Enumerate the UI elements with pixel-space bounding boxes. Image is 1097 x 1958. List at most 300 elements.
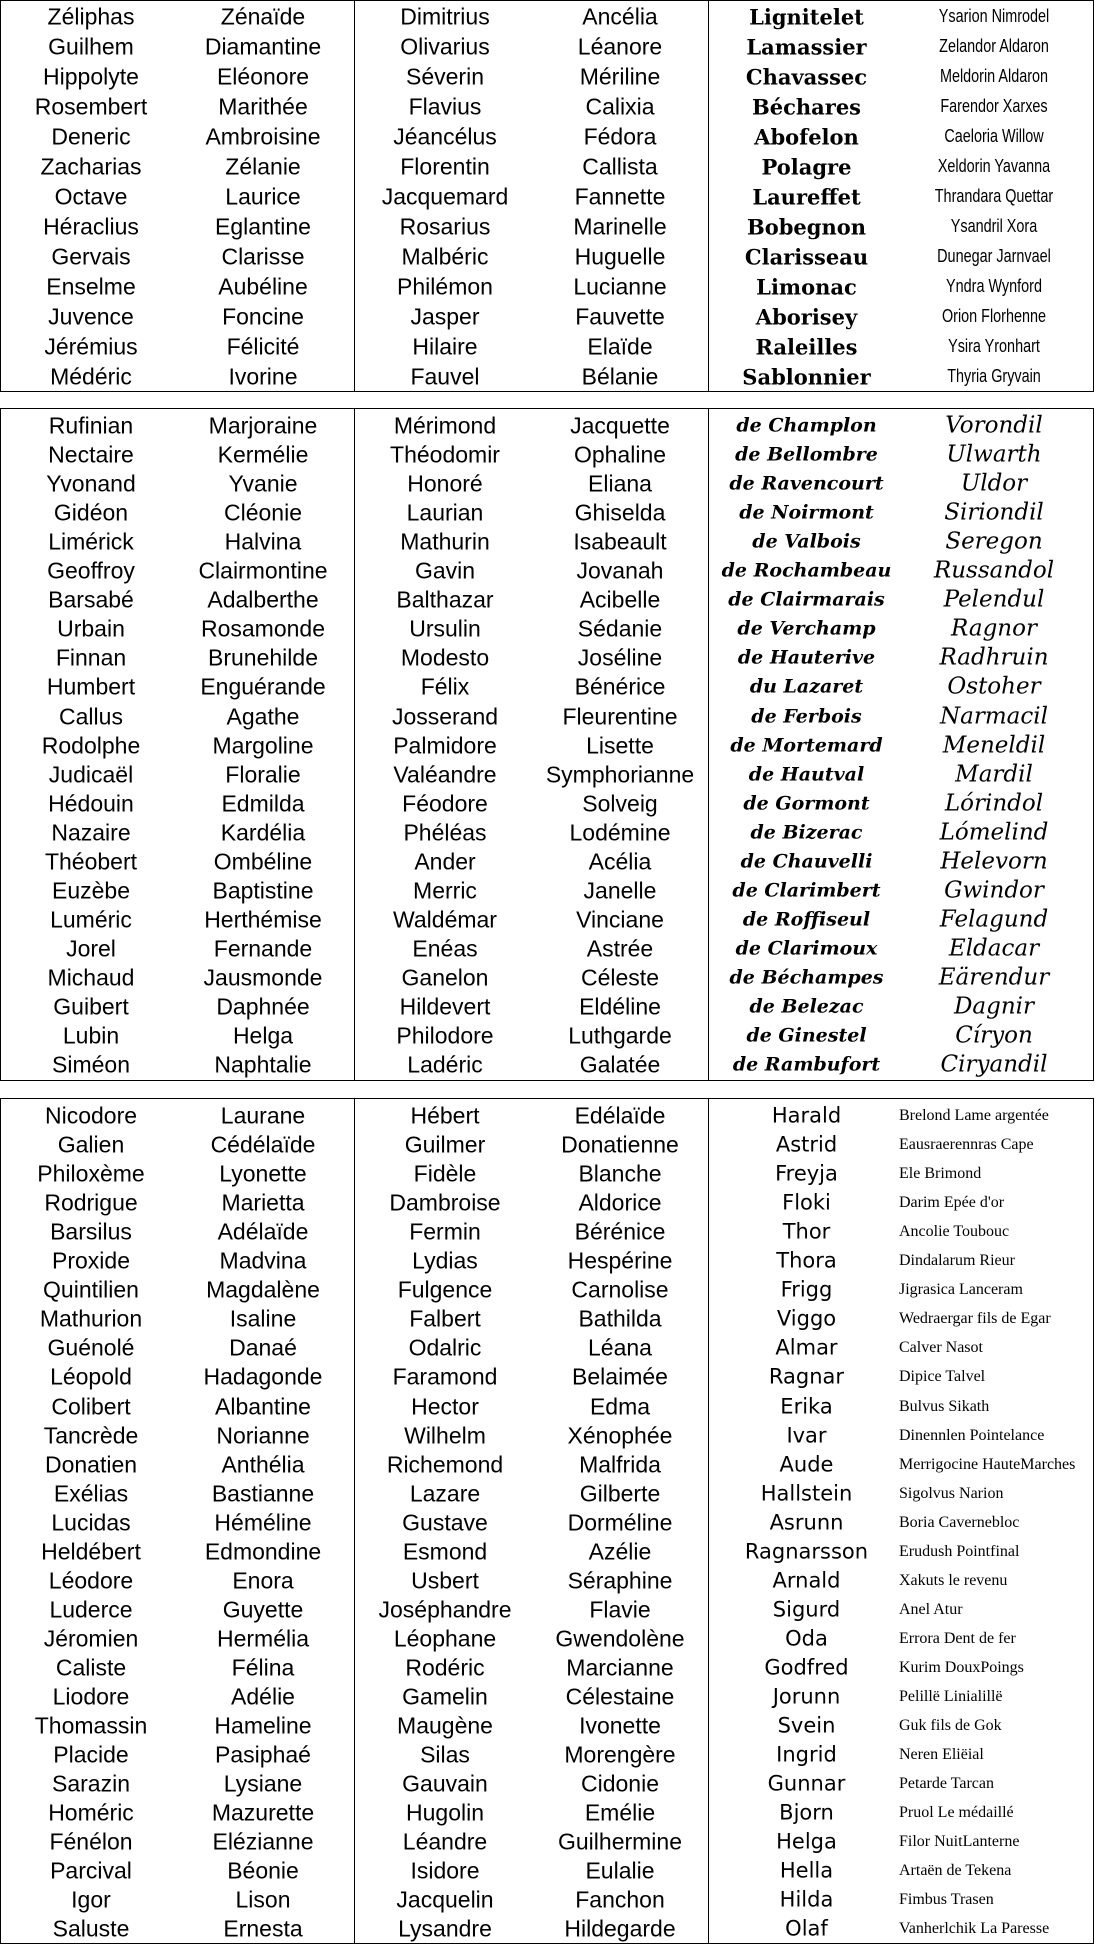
name-cell: Norianne xyxy=(216,1421,310,1448)
name-cell: Círyon xyxy=(955,1022,1033,1049)
name-cell: Lignitelet xyxy=(749,4,864,30)
name-cell: Odalric xyxy=(408,1334,482,1361)
name-cell: Bénérice xyxy=(574,673,666,700)
name-cell: Proxide xyxy=(52,1247,130,1274)
name-cell: Mardil xyxy=(955,760,1033,787)
name-cell: Seregon xyxy=(945,528,1043,555)
name-cell: Laureffet xyxy=(752,184,861,210)
name-cell: Jausmonde xyxy=(203,964,323,991)
name-cell: Oda xyxy=(785,1626,828,1651)
name-cell: Ladéric xyxy=(407,1051,483,1078)
name-cell: Galatée xyxy=(579,1051,661,1078)
name-cell: Igor xyxy=(71,1886,111,1913)
name-cell: Silas xyxy=(420,1741,470,1768)
name-cell: Ivonette xyxy=(579,1712,661,1739)
name-cell: Gwindor xyxy=(944,877,1044,904)
surnames-column xyxy=(719,409,894,1080)
name-cell: Merric xyxy=(413,877,477,904)
name-cell: Mérimond xyxy=(393,412,497,439)
name-cell: Helga xyxy=(232,1022,294,1049)
name-cell: Chavassec xyxy=(745,64,868,90)
name-cell: Arnald xyxy=(772,1568,841,1593)
name-cell: Elaïde xyxy=(587,333,653,360)
name-cell: Zacharias xyxy=(40,153,142,180)
name-cell: Rufinian xyxy=(48,412,134,439)
column-group-3 xyxy=(708,1,1096,391)
name-cell: Huguelle xyxy=(574,243,666,270)
name-cell: Polagre xyxy=(761,154,852,180)
name-cell: Zéliphas xyxy=(47,3,135,30)
name-cell: Enselme xyxy=(46,273,136,300)
name-cell: Wilhelm xyxy=(404,1421,486,1448)
name-cell: Madvina xyxy=(219,1247,307,1274)
name-cell: Azélie xyxy=(588,1538,652,1565)
name-cell: Jacquette xyxy=(570,412,670,439)
name-cell: Hameline xyxy=(214,1712,312,1739)
name-cell: Jacquelin xyxy=(396,1886,494,1913)
name-cell: du Lazaret xyxy=(749,675,864,698)
name-cell: Edélaïde xyxy=(574,1102,666,1129)
name-cell: Svein xyxy=(777,1713,836,1738)
name-cell: Fimbus Trasen xyxy=(899,1891,994,1909)
name-cell: Eldacar xyxy=(948,935,1040,962)
name-cell: Humbert xyxy=(46,673,136,700)
name-cell: Asrunn xyxy=(769,1510,844,1535)
name-cell: Joséline xyxy=(577,644,663,671)
name-cell: Balthazar xyxy=(396,586,494,613)
name-cell: Jorunn xyxy=(772,1684,841,1709)
name-cell: Helga xyxy=(776,1829,837,1854)
name-cell: Guibert xyxy=(53,993,129,1020)
name-cell: Meneldil xyxy=(942,731,1046,758)
column-group-2 xyxy=(354,409,709,1080)
name-cell: Zelandor Aldaron xyxy=(939,36,1049,57)
names-table-middle xyxy=(0,408,1094,1081)
name-cell: Dindalarum Rieur xyxy=(899,1252,1015,1270)
name-cell: Cidonie xyxy=(581,1770,659,1797)
name-cell: Félina xyxy=(231,1654,295,1681)
name-cell: de Hauterive xyxy=(737,646,876,669)
name-cell: Solveig xyxy=(582,789,658,816)
name-cell: Lison xyxy=(235,1886,291,1913)
name-cell: Callus xyxy=(59,702,123,729)
name-cell: Nectaire xyxy=(48,441,134,468)
column-group-1 xyxy=(1,1099,354,1943)
column-group-1 xyxy=(1,1,354,391)
name-cell: Lydias xyxy=(412,1247,478,1274)
surnames-column xyxy=(719,1,894,391)
name-cell: Léophane xyxy=(393,1625,497,1652)
name-cell: Olaf xyxy=(785,1916,828,1941)
name-cell: Ghiselda xyxy=(574,499,666,526)
name-cell: Jorel xyxy=(66,935,116,962)
name-cell: Bobegnon xyxy=(746,214,867,240)
column-group-3 xyxy=(708,1099,1096,1943)
name-cell: Rosarius xyxy=(399,213,491,240)
name-cell: Rodéric xyxy=(405,1654,485,1681)
name-cell: Malfrida xyxy=(579,1450,661,1477)
name-cell: Hadagonde xyxy=(203,1363,323,1390)
name-cell: Marjoraine xyxy=(208,412,318,439)
name-cell: Brunehilde xyxy=(208,644,318,671)
name-cell: de Bellombre xyxy=(735,443,878,466)
name-cell: Philodore xyxy=(396,1022,494,1049)
name-cell: Symphorianne xyxy=(545,760,695,787)
name-cell: Edmilda xyxy=(221,789,305,816)
name-cell: Colibert xyxy=(51,1392,131,1419)
name-cell: Ulwarth xyxy=(946,441,1042,468)
name-cell: Almar xyxy=(775,1335,838,1360)
name-cell: Cédélaïde xyxy=(210,1131,316,1158)
name-cell: Caeloria Willow xyxy=(944,126,1044,147)
name-cell: Dorméline xyxy=(567,1509,673,1536)
name-cell: Béonie xyxy=(227,1857,299,1884)
name-cell: Abofelon xyxy=(754,124,859,150)
name-cell: Guénolé xyxy=(47,1334,135,1361)
name-cell: Lómelind xyxy=(939,819,1049,846)
name-cell: Médéric xyxy=(50,363,132,390)
surnames-column xyxy=(719,1099,894,1943)
name-cell: Harald xyxy=(771,1103,842,1128)
name-cell: Ele Brimond xyxy=(899,1165,982,1183)
name-cell: Meldorin Aldaron xyxy=(939,66,1049,87)
name-cell: Bérénice xyxy=(574,1218,666,1245)
name-cell: Caliste xyxy=(55,1654,127,1681)
name-cell: Fauvette xyxy=(575,303,665,330)
name-cell: Helevorn xyxy=(940,848,1048,875)
name-cell: Vinciane xyxy=(576,906,664,933)
name-cell: Freyja xyxy=(775,1161,838,1186)
name-cell: Dimitrius xyxy=(400,3,490,30)
name-cell: Céleste xyxy=(581,964,659,991)
name-cell: Eglantine xyxy=(215,213,311,240)
name-cell: Léodore xyxy=(48,1567,134,1594)
name-cell: Gauvain xyxy=(402,1770,488,1797)
name-cell: Guilmer xyxy=(404,1131,486,1158)
name-cell: Darim Epée d'or xyxy=(899,1194,1005,1212)
name-cell: Valéandre xyxy=(393,760,497,787)
male-names-column-b xyxy=(365,1,525,391)
name-cell: Russandol xyxy=(933,557,1055,584)
name-cell: Fédora xyxy=(583,123,657,150)
name-cell: Zénaïde xyxy=(220,3,306,30)
name-cell: Edmondine xyxy=(204,1538,322,1565)
female-names-column-a xyxy=(183,409,343,1080)
name-cell: Mériline xyxy=(579,63,661,90)
name-cell: Gunnar xyxy=(767,1771,846,1796)
name-cell: Olivarius xyxy=(400,33,490,60)
name-cell: Limonac xyxy=(756,274,857,300)
name-cell: Lucidas xyxy=(51,1509,131,1536)
name-cell: de Chauvelli xyxy=(740,850,873,873)
name-cell: Naphtalie xyxy=(214,1051,312,1078)
name-cell: Fénélon xyxy=(49,1828,133,1855)
name-cell: Acélia xyxy=(588,848,652,875)
name-cell: Ostoher xyxy=(947,673,1041,700)
name-cell: Lodémine xyxy=(569,819,671,846)
name-cell: Jovanah xyxy=(576,557,664,584)
name-cell: Geoffroy xyxy=(47,557,135,584)
name-cell: Galien xyxy=(57,1131,125,1158)
name-cell: Limérick xyxy=(48,528,134,555)
name-cell: Donatien xyxy=(44,1450,138,1477)
name-cell: Thora xyxy=(776,1248,837,1273)
name-cell: Philémon xyxy=(397,273,493,300)
name-cell: Hector xyxy=(411,1392,479,1419)
name-cell: Ysarion Nimrodel xyxy=(938,6,1050,27)
name-cell: Ragnor xyxy=(951,615,1037,642)
name-cell: Phéléas xyxy=(403,819,487,846)
name-cell: Dunegar Jarnvael xyxy=(937,246,1051,267)
name-cell: de Clairmarais xyxy=(728,588,885,611)
name-cell: Vanherlchik La Paresse xyxy=(899,1920,1050,1938)
name-cell: Anel Atur xyxy=(899,1601,963,1619)
name-cell: Mathurion xyxy=(39,1305,143,1332)
name-cell: Dambroise xyxy=(389,1189,501,1216)
name-cell: de Champlon xyxy=(736,414,877,437)
name-cell: Laurane xyxy=(220,1102,306,1129)
name-cell: Kardélia xyxy=(220,819,306,846)
name-cell: Héméline xyxy=(214,1509,312,1536)
name-cell: Parcival xyxy=(50,1857,132,1884)
name-cell: Bjorn xyxy=(779,1800,834,1825)
name-cell: Michaud xyxy=(47,964,135,991)
female-names-column-b xyxy=(540,409,700,1080)
name-cell: Rodrigue xyxy=(44,1189,138,1216)
name-cell: Héraclius xyxy=(43,213,139,240)
name-cell: de Gormont xyxy=(743,792,870,815)
name-cell: Ganelon xyxy=(401,964,489,991)
name-cell: Orion Florhenne xyxy=(941,306,1047,327)
name-cell: Hallstein xyxy=(760,1481,853,1506)
name-cell: Falbert xyxy=(409,1305,481,1332)
female-names-column-b xyxy=(540,1,700,391)
name-cell: Edma xyxy=(589,1392,651,1419)
name-cell: Fanchon xyxy=(575,1886,665,1913)
name-cell: Morengère xyxy=(564,1741,676,1768)
name-cell: Flavius xyxy=(408,93,482,120)
name-cell: Eliana xyxy=(588,470,652,497)
name-cell: Lisette xyxy=(586,731,654,758)
name-cell: de Mortemard xyxy=(730,734,883,757)
name-cell: Barsilus xyxy=(50,1218,132,1245)
name-cell: Kermélie xyxy=(217,441,309,468)
name-cell: Magdalène xyxy=(206,1276,320,1303)
name-cell: Esmond xyxy=(402,1538,488,1565)
name-cell: Urbain xyxy=(57,615,125,642)
name-cell: Xénophée xyxy=(567,1421,673,1448)
name-cell: Saluste xyxy=(52,1915,130,1942)
name-cell: Fernande xyxy=(213,935,313,962)
name-cell: Fermin xyxy=(409,1218,481,1245)
name-cell: Lucianne xyxy=(573,273,667,300)
name-cell: Hespérine xyxy=(567,1247,673,1274)
name-cell: Philoxème xyxy=(37,1160,145,1187)
name-cell: Théodomir xyxy=(390,441,500,468)
name-cell: Hippolyte xyxy=(43,63,139,90)
name-cell: Léana xyxy=(588,1334,652,1361)
name-cell: Exélias xyxy=(53,1479,129,1506)
name-cell: Hella xyxy=(779,1858,834,1883)
name-cell: Lamassier xyxy=(746,34,867,60)
name-cell: Célestaine xyxy=(565,1683,675,1710)
name-cell: Ysira Yronhart xyxy=(948,336,1040,357)
name-cell: Foncine xyxy=(222,303,304,330)
name-cell: Guyette xyxy=(222,1596,304,1623)
name-cell: Waldémar xyxy=(393,906,497,933)
name-cell: Béchares xyxy=(751,94,862,120)
name-cell: Ancolie Toubouc xyxy=(899,1223,1010,1241)
name-cell: Ragnarsson xyxy=(744,1539,869,1564)
name-cell: Ragnar xyxy=(768,1364,845,1389)
name-cell: Mathurin xyxy=(400,528,490,555)
name-cell: Enora xyxy=(232,1567,294,1594)
name-cell: Gidéon xyxy=(53,499,129,526)
name-cell: Daphnée xyxy=(216,993,310,1020)
name-cell: Joséphandre xyxy=(378,1596,512,1623)
name-cell: Rosembert xyxy=(34,93,148,120)
name-cell: Adélie xyxy=(231,1683,295,1710)
name-cell: Xakuts le revenu xyxy=(899,1572,1008,1589)
name-cell: Placide xyxy=(53,1741,129,1768)
name-cell: Anthélia xyxy=(221,1450,305,1477)
name-cell: Jigrasica Lanceram xyxy=(899,1281,1023,1299)
name-cell: Luméric xyxy=(50,906,132,933)
names-table-top xyxy=(0,0,1094,392)
male-names-column-a xyxy=(11,1,171,391)
name-cell: Laurice xyxy=(225,183,301,210)
male-names-column-b xyxy=(365,409,525,1080)
name-cell: Gavin xyxy=(414,557,476,584)
column-group-3 xyxy=(708,409,1096,1080)
name-cell: Luthgarde xyxy=(568,1022,672,1049)
name-cell: Modesto xyxy=(400,644,490,671)
male-names-column-a xyxy=(11,1099,171,1943)
name-cell: Bathilda xyxy=(578,1305,662,1332)
name-cell: Diamantine xyxy=(204,33,322,60)
name-cell: Isidore xyxy=(410,1857,480,1884)
name-cell: Ursulin xyxy=(409,615,481,642)
name-cell: Bélanie xyxy=(581,363,659,390)
name-cell: Danaé xyxy=(229,1334,297,1361)
name-cell: Théobert xyxy=(44,848,138,875)
name-cell: Jéancélus xyxy=(393,123,497,150)
name-cell: Lazare xyxy=(409,1479,481,1506)
name-cell: Callista xyxy=(582,153,658,180)
name-cell: Filor NuitLanterne xyxy=(899,1833,1020,1851)
name-cell: Malbéric xyxy=(401,243,489,270)
name-cell: Pelillë Linialillë xyxy=(899,1688,1003,1706)
name-cell: Janelle xyxy=(583,877,657,904)
name-cell: Baptistine xyxy=(212,877,314,904)
name-cell: Judicaël xyxy=(48,760,134,787)
name-cell: Luderce xyxy=(49,1596,133,1623)
name-cell: Nicodore xyxy=(44,1102,138,1129)
name-cell: Hébert xyxy=(410,1102,480,1129)
name-cell: Honoré xyxy=(407,470,483,497)
name-cell: Séraphine xyxy=(567,1567,673,1594)
name-cell: Radhruin xyxy=(939,644,1049,671)
name-cell: Usbert xyxy=(411,1567,479,1594)
name-cell: Clarisse xyxy=(221,243,305,270)
name-cell: Yvonand xyxy=(46,470,136,497)
name-cell: Raleilles xyxy=(755,334,858,360)
name-cell: Lysandre xyxy=(398,1915,492,1942)
name-cell: Hildegarde xyxy=(564,1915,676,1942)
name-cell: Gervais xyxy=(51,243,131,270)
name-cell: de Béchampes xyxy=(729,966,884,989)
male-names-column-b xyxy=(365,1099,525,1943)
name-cell: Erudush Pointfinal xyxy=(899,1542,1020,1560)
name-cell: Jacquemard xyxy=(381,183,509,210)
name-cell: Isaline xyxy=(229,1305,297,1332)
name-cell: Agathe xyxy=(226,702,300,729)
name-cell: Floki xyxy=(782,1190,831,1215)
name-cell: Felagund xyxy=(939,906,1049,933)
fantasy-names-column xyxy=(899,1099,1089,1943)
name-cell: Kurim DouxPoings xyxy=(899,1659,1024,1677)
name-cell: Jérémius xyxy=(44,333,138,360)
name-cell: de Valbois xyxy=(752,530,861,553)
name-cell: Sédanie xyxy=(577,615,663,642)
name-cell: Eulalie xyxy=(585,1857,655,1884)
name-cell: Rodolphe xyxy=(41,731,141,758)
name-cell: de Ravencourt xyxy=(729,472,884,495)
name-cell: Quintilien xyxy=(43,1276,139,1303)
name-cell: Ysandril Xora xyxy=(950,216,1038,237)
name-cell: Merrigocine HauteMarches xyxy=(899,1455,1076,1473)
name-cell: Ambroisine xyxy=(205,123,321,150)
name-cell: Sigolvus Narion xyxy=(899,1484,1004,1502)
name-cell: Lórindol xyxy=(944,789,1044,816)
name-cell: Guk fils de Gok xyxy=(899,1717,1002,1735)
name-cell: Fulgence xyxy=(397,1276,493,1303)
name-cell: Homéric xyxy=(48,1799,134,1826)
name-cell: Yndra Wynford xyxy=(946,276,1042,297)
name-cell: Séverin xyxy=(406,63,484,90)
name-cell: Zélanie xyxy=(225,153,301,180)
name-cell: Nazaire xyxy=(51,819,131,846)
column-group-1 xyxy=(1,409,354,1080)
name-cell: Gwendolène xyxy=(555,1625,685,1652)
name-cell: Enéas xyxy=(412,935,478,962)
name-cell: Uldor xyxy=(960,470,1028,497)
name-cell: Sarazin xyxy=(52,1770,130,1797)
name-cell: Hildevert xyxy=(399,993,491,1020)
name-cell: Maugène xyxy=(397,1712,493,1739)
name-cell: Féodore xyxy=(402,789,488,816)
name-cell: Sablonnier xyxy=(742,364,871,390)
fantasy-names-column xyxy=(899,1,1089,391)
name-cell: Fannette xyxy=(574,183,666,210)
name-cell: Thor xyxy=(782,1219,831,1244)
name-cell: Faramond xyxy=(392,1363,498,1390)
name-cell: Clarisseau xyxy=(744,244,869,270)
name-cell: Lyonette xyxy=(219,1160,307,1187)
name-cell: de Hautval xyxy=(748,763,865,786)
name-cell: Marcianne xyxy=(566,1654,674,1681)
name-cell: Fidèle xyxy=(413,1160,477,1187)
name-cell: Sigurd xyxy=(772,1597,841,1622)
name-cell: Dagnir xyxy=(953,993,1035,1020)
name-cell: Eléonore xyxy=(216,63,310,90)
name-cell: Aborisey xyxy=(755,304,858,330)
name-cell: Félix xyxy=(420,673,470,700)
names-table-bottom xyxy=(0,1098,1094,1944)
name-cell: Acibelle xyxy=(579,586,661,613)
name-cell: Calixia xyxy=(585,93,655,120)
name-cell: Artaën de Tekena xyxy=(899,1862,1012,1880)
